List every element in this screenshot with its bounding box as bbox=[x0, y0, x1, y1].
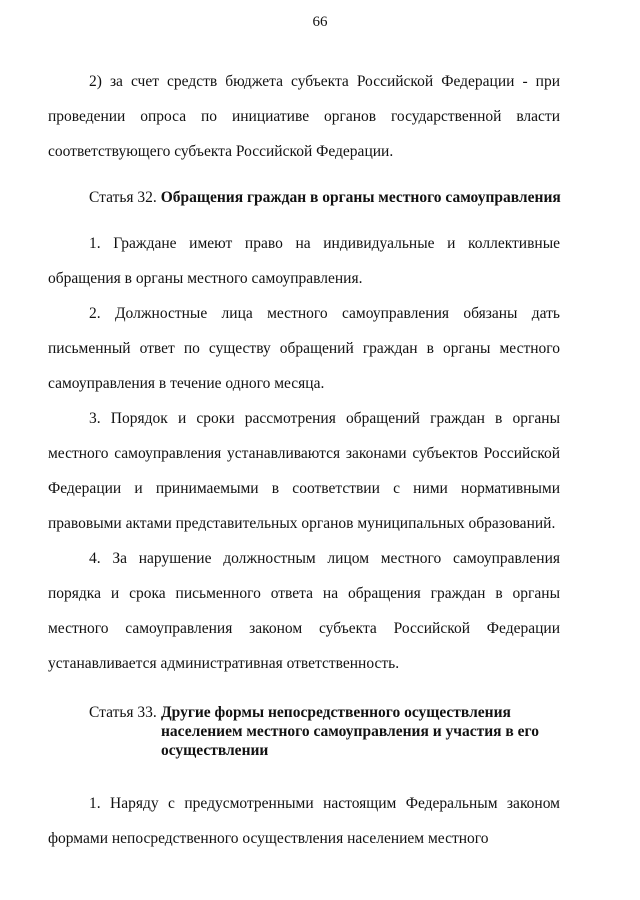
page-number: 66 bbox=[312, 14, 328, 30]
article-32-number: Статья 32. bbox=[89, 189, 157, 206]
article-32-heading bbox=[89, 186, 569, 210]
article-32-item-1: 1. Граждане имеют право на индивидуальные и коллективные обращения в органы местного самоуправления. bbox=[48, 235, 560, 287]
article-33-number: Статья 33. bbox=[89, 704, 157, 721]
article-32-item-2: 2. Должностные лица местного самоуправления обязаны дать письменный ответ по существу обращений граждан в органы местного самоуправления в течение одного месяца. bbox=[48, 305, 560, 392]
article-33-title: Другие формы непосредственного осуществления населением местного самоуправления и участия в его осуществлении bbox=[161, 704, 539, 759]
article-33-heading bbox=[89, 703, 569, 760]
article-32-title: Обращения граждан в органы местного самоуправления bbox=[160, 189, 561, 206]
article-33-item-1: 1. Наряду с предусмотренными настоящим Федеральным законом формами непосредственного осуществления населением местного bbox=[48, 795, 560, 847]
article-32-item-4: 4. За нарушение должностным лицом местного самоуправления порядка и срока письменного ответа на обращения граждан в органы местного самоуправления законом субъекта Российской Федерации устанавливается административная ответственность. bbox=[48, 550, 560, 672]
paragraph-budget-funding: 2) за счет средств бюджета субъекта Российской Федерации - при проведении опроса по инициативе органов государственной власти соответствующего субъекта Российской Федерации. bbox=[48, 73, 560, 160]
article-32-item-3: 3. Порядок и сроки рассмотрения обращений граждан в органы местного самоуправления устанавливаются законами субъектов Российской Федерации и принимаемыми в соответствии с ними нормативными правовыми актами представительных органов муниципальных образований. bbox=[48, 410, 560, 532]
